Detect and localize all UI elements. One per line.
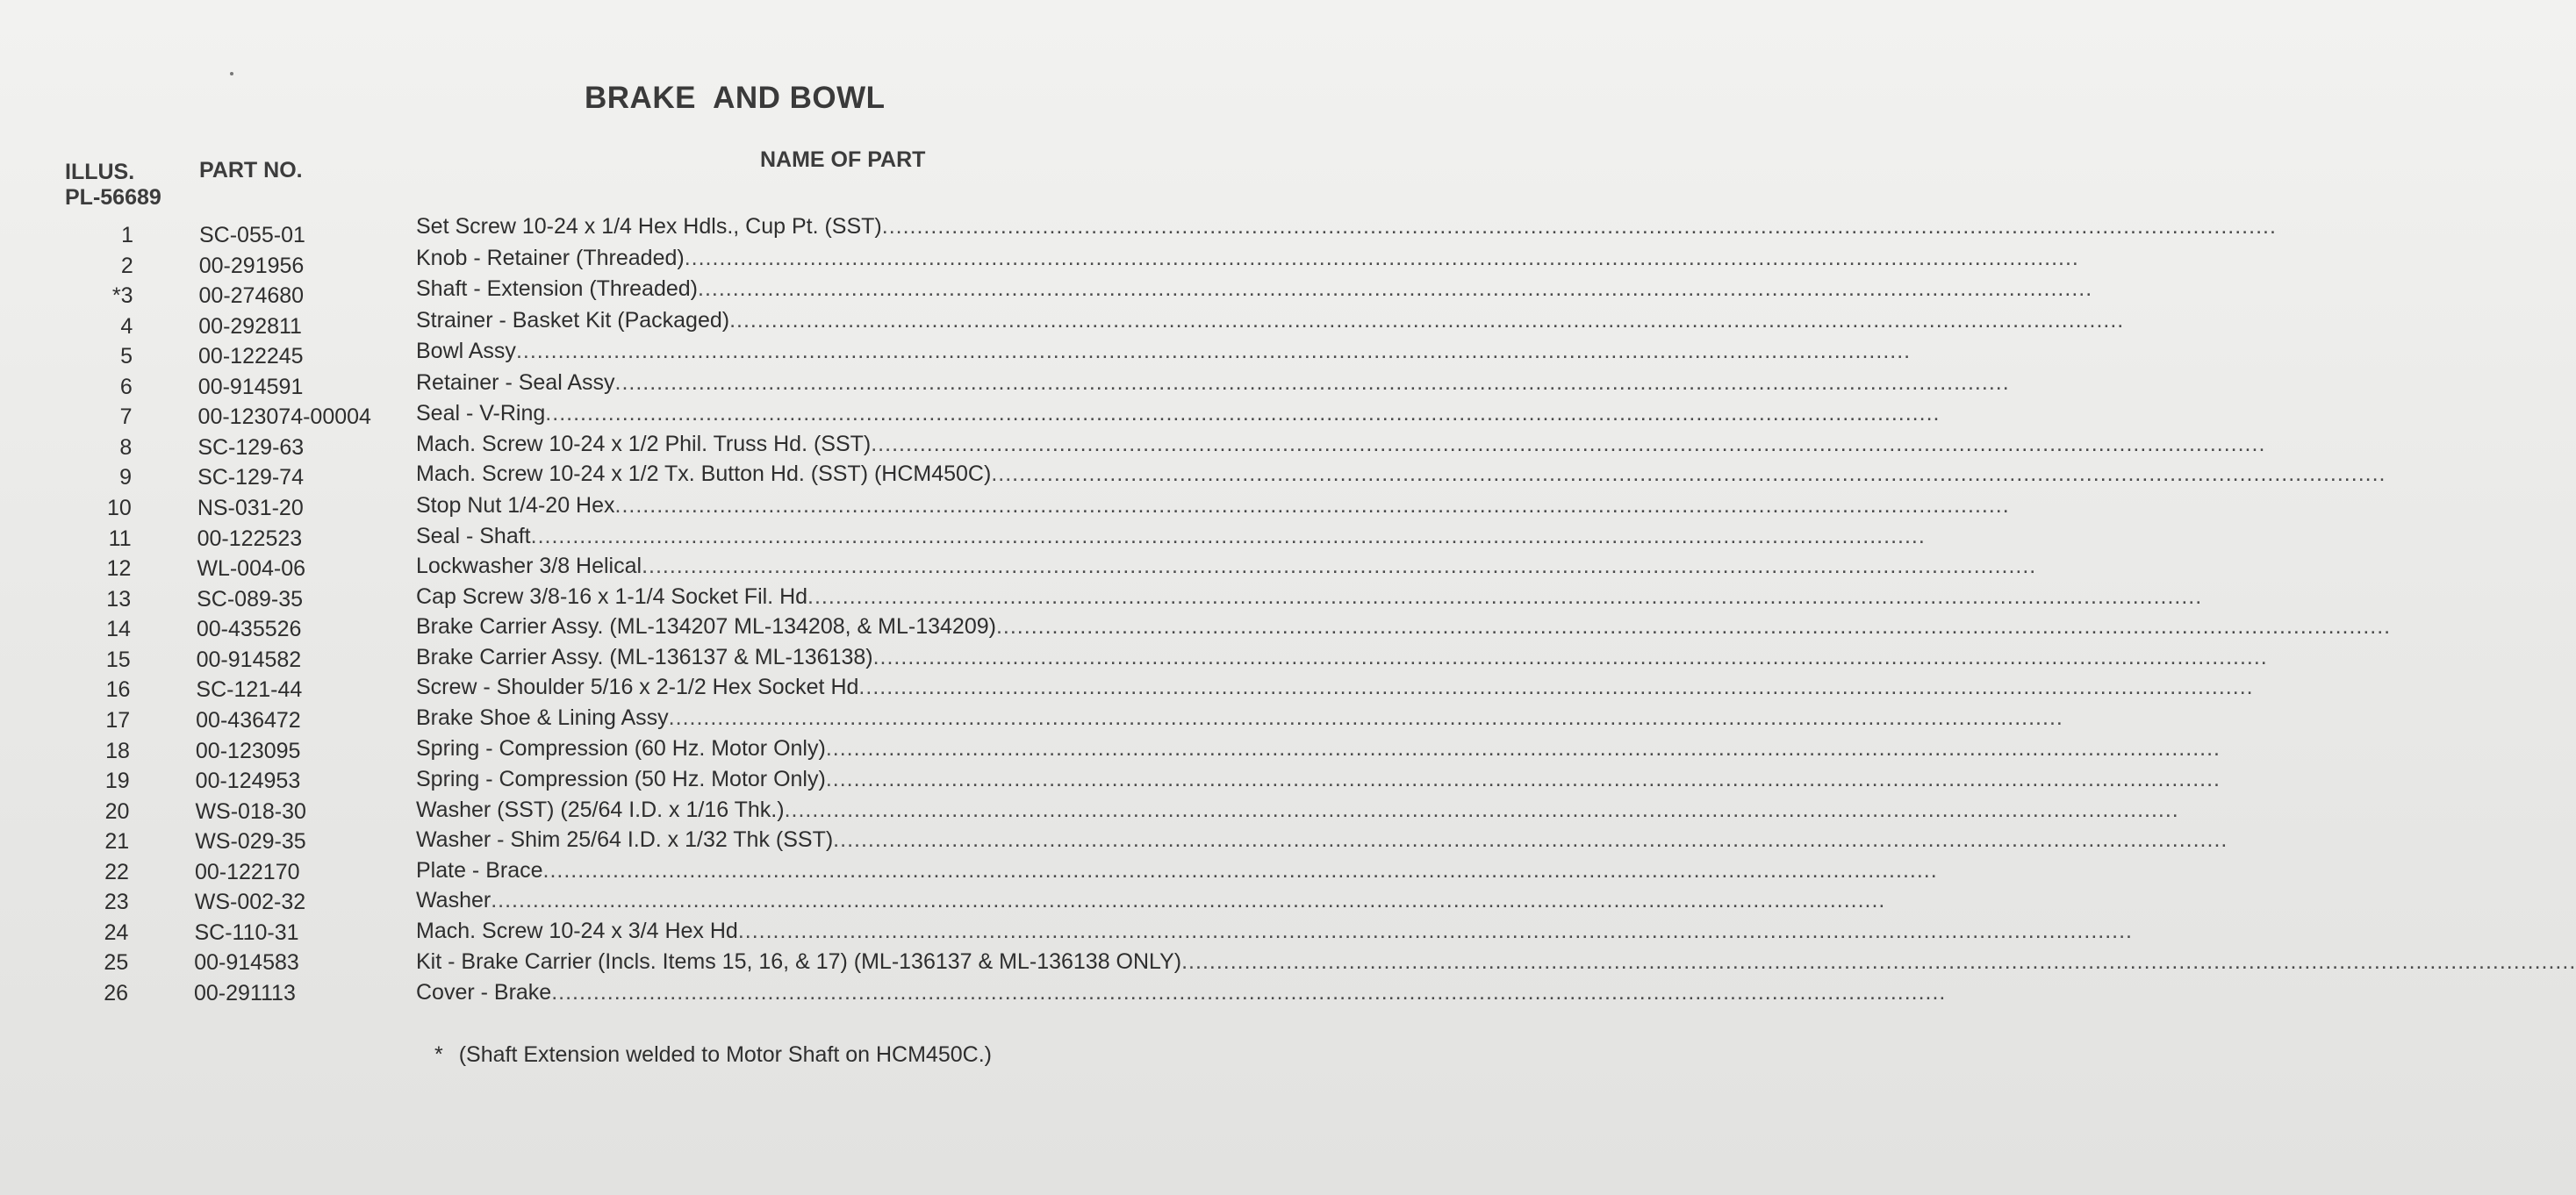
- part-name-text: Washer: [416, 888, 492, 913]
- part-name: [416, 949, 2576, 975]
- part-name: [416, 554, 2037, 579]
- part-name-text: Cover - Brake: [416, 980, 552, 1005]
- table-row: [0, 214, 2277, 247]
- part-number: 00-291956: [198, 253, 305, 278]
- part-number: 00-122523: [197, 526, 303, 551]
- part-name: [416, 614, 2392, 640]
- illus-number: 1: [121, 223, 133, 247]
- part-name-text: Kit - Brake Carrier (Incls. Items 15, 16, & 17) (ML-136137 & ML-136138 ONLY): [416, 949, 1182, 975]
- part-name: [416, 735, 2221, 762]
- part-number: SC-129-74: [197, 465, 304, 490]
- part-name: [416, 339, 1912, 364]
- table-row: [0, 492, 2010, 521]
- leader-dots: ........................................................................................................................................................................................................: [729, 307, 2125, 333]
- leader-dots: ........................................................................................................................................................................................................: [784, 797, 2179, 822]
- table-row: [0, 245, 2079, 278]
- illus-number: 22: [104, 859, 129, 884]
- leader-dots: ........................................................................................................................................................................................................: [872, 644, 2268, 669]
- header-name-of-part: NAME OF PART: [760, 147, 926, 172]
- part-name: [416, 797, 2179, 823]
- part-name-text: Set Screw 10-24 x 1/4 Hex Hdls., Cup Pt. (SST): [416, 214, 882, 239]
- leader-dots: ........................................................................................................................................................................................................: [825, 735, 2221, 761]
- table-row: [0, 462, 2386, 490]
- page-title: BRAKE AND BOWL: [585, 81, 886, 115]
- footnote-marker: *: [434, 1042, 443, 1067]
- table-row: [0, 583, 2203, 612]
- part-name: [416, 462, 2386, 487]
- table-row: [0, 856, 1938, 884]
- part-number: WL-004-06: [197, 556, 306, 582]
- table-row: [0, 553, 2037, 582]
- part-name-text: Lockwasher 3/8 Helical: [416, 554, 642, 579]
- part-name-text: Seal - V-Ring: [416, 401, 546, 426]
- table-row: [0, 276, 2093, 309]
- table-row: [0, 431, 2266, 460]
- header-part-no: PART NO.: [199, 158, 303, 182]
- leader-dots: ........................................................................................................................................................................................................: [545, 401, 1941, 426]
- leader-dots: ........................................................................................................................................................................................................: [491, 888, 1886, 913]
- part-number: 00-291113: [194, 981, 296, 1005]
- part-name-text: Brake Carrier Assy. (ML-136137 & ML-136138): [416, 644, 873, 669]
- part-number: 00-435526: [196, 617, 302, 642]
- illus-number: 17: [105, 707, 131, 733]
- table-row: [0, 644, 2268, 672]
- part-number: 00-914582: [196, 647, 302, 672]
- part-name: [416, 493, 2010, 519]
- table-row: [0, 307, 2125, 339]
- illus-number: 16: [105, 677, 131, 703]
- leader-dots: ........................................................................................................................................................................................................: [858, 675, 2254, 700]
- illus-number: 6: [119, 374, 133, 399]
- table-row: [0, 947, 2576, 976]
- part-number: 00-124953: [195, 769, 301, 794]
- illus-number: 19: [104, 769, 130, 794]
- leader-dots: ........................................................................................................................................................................................................: [825, 767, 2221, 792]
- part-number: 00-914591: [197, 374, 304, 399]
- part-name: [416, 705, 2063, 731]
- part-number: WS-002-32: [194, 890, 306, 915]
- part-name-text: Spring - Compression (60 Hz. Motor Only): [416, 735, 826, 761]
- table-row: [0, 886, 1886, 915]
- part-name-text: Knob - Retainer (Threaded): [416, 245, 685, 270]
- leader-dots: ........................................................................................................................................................................................................: [668, 705, 2063, 730]
- part-name: [416, 431, 2266, 457]
- part-name: [416, 369, 2010, 396]
- leader-dots: ........................................................................................................................................................................................................: [614, 369, 2010, 395]
- part-number: SC-055-01: [199, 223, 305, 247]
- leader-dots: ........................................................................................................................................................................................................: [515, 339, 1912, 364]
- table-row: [0, 339, 1912, 369]
- part-name-text: Mach. Screw 10-24 x 1/2 Phil. Truss Hd. (SST): [416, 431, 872, 456]
- table-row: [0, 765, 2221, 794]
- leader-dots: ........................................................................................................................................................................................................: [995, 614, 2392, 640]
- part-number: 00-123095: [195, 738, 301, 763]
- illus-number: 14: [106, 617, 131, 642]
- leader-dots: ........................................................................................................................................................................................................: [542, 857, 1938, 883]
- table-row: [0, 523, 1926, 551]
- part-number: SC-129-63: [197, 434, 305, 460]
- part-number: SC-121-44: [196, 677, 303, 703]
- part-name-text: Stop Nut 1/4-20 Hex: [416, 493, 615, 519]
- part-number: 00-274680: [198, 283, 305, 309]
- illus-number: 8: [119, 434, 133, 460]
- stray-dot: [230, 72, 233, 75]
- part-name-text: Shaft - Extension (Threaded): [416, 276, 698, 302]
- illus-number: 25: [104, 950, 129, 976]
- part-name: [416, 644, 2268, 670]
- part-name-text: Bowl Assy: [416, 339, 516, 364]
- part-name: [416, 918, 2133, 944]
- part-number: NS-031-20: [197, 496, 304, 521]
- part-number: WS-029-35: [195, 829, 306, 855]
- part-number: 00-436472: [196, 707, 301, 733]
- illus-number: 13: [106, 586, 132, 612]
- footnote: [434, 1042, 992, 1068]
- part-name: [416, 583, 2203, 610]
- part-number: WS-018-30: [195, 798, 306, 824]
- table-row: [0, 401, 1941, 430]
- part-name: [416, 307, 2125, 333]
- leader-dots: ........................................................................................................................................................................................................: [551, 980, 1947, 1005]
- illus-number: 10: [107, 496, 132, 521]
- leader-dots: ........................................................................................................................................................................................................: [991, 462, 2386, 487]
- part-name: [416, 401, 1941, 426]
- part-name-text: Washer - Shim 25/64 I.D. x 1/32 Thk (SST): [416, 827, 834, 853]
- part-name-text: Cap Screw 3/8-16 x 1-1/4 Socket Fil. Hd: [416, 583, 808, 609]
- table-row: [0, 826, 2228, 855]
- header-illus: ILLUS.: [65, 160, 135, 184]
- table-row: [0, 796, 2179, 824]
- table-row: [0, 977, 1947, 1005]
- part-name: [416, 888, 1886, 913]
- illus-number: 7: [119, 404, 133, 430]
- illus-number: 24: [104, 920, 129, 945]
- leader-dots: ........................................................................................................................................................................................................: [807, 583, 2203, 609]
- illus-number: 2: [120, 253, 133, 278]
- illus-number: 9: [119, 465, 133, 490]
- part-name: [416, 214, 2277, 240]
- illus-number: 20: [104, 798, 130, 824]
- leader-dots: ........................................................................................................................................................................................................: [737, 918, 2133, 943]
- illus-number: *3: [111, 283, 133, 309]
- leader-dots: ........................................................................................................................................................................................................: [698, 276, 2093, 302]
- part-number: 00-123074-00004: [197, 404, 371, 430]
- footnote-text: (Shaft Extension welded to Motor Shaft on HCM450C.): [458, 1042, 992, 1067]
- part-name-text: Screw - Shoulder 5/16 x 2-1/2 Hex Socket Hd: [416, 675, 859, 700]
- part-name: [416, 523, 1926, 549]
- part-name: [416, 857, 1938, 884]
- part-name-text: Mach. Screw 10-24 x 1/2 Tx. Button Hd. (SST) (HCM450C): [416, 462, 992, 487]
- leader-dots: ........................................................................................................................................................................................................: [881, 214, 2277, 239]
- part-number: 00-914583: [194, 950, 299, 976]
- illus-number: 15: [105, 647, 131, 672]
- part-name-text: Brake Carrier Assy. (ML-134207 ML-134208, & ML-134209): [416, 614, 996, 640]
- part-number: SC-110-31: [194, 920, 299, 945]
- part-name-text: Plate - Brace: [416, 857, 543, 883]
- illus-number: 5: [120, 344, 133, 369]
- leader-dots: ........................................................................................................................................................................................................: [833, 827, 2228, 853]
- part-name: [416, 980, 1947, 1005]
- part-name: [416, 245, 2079, 271]
- part-number: 00-122245: [198, 344, 304, 369]
- part-name-text: Mach. Screw 10-24 x 3/4 Hex Hd: [416, 918, 738, 943]
- table-row: [0, 705, 2063, 733]
- part-name: [416, 675, 2254, 700]
- part-name-text: Strainer - Basket Kit (Packaged): [416, 307, 730, 333]
- part-name-text: Spring - Compression (50 Hz. Motor Only): [416, 767, 826, 792]
- header-pl-number: PL-56689: [65, 185, 161, 210]
- table-row: [0, 613, 2392, 642]
- leader-dots: ........................................................................................................................................................................................................: [1181, 949, 2576, 975]
- part-name: [416, 827, 2228, 853]
- illus-number: 4: [120, 313, 133, 339]
- leader-dots: ........................................................................................................................................................................................................: [530, 523, 1926, 548]
- leader-dots: ........................................................................................................................................................................................................: [642, 554, 2037, 579]
- part-number: 00-122170: [194, 859, 300, 884]
- part-name-text: Seal - Shaft: [416, 523, 531, 548]
- illus-number: 18: [105, 738, 130, 763]
- part-number: 00-292811: [198, 313, 302, 339]
- leader-dots: ........................................................................................................................................................................................................: [871, 431, 2266, 456]
- table-row: [0, 369, 2010, 399]
- table-row: [0, 674, 2254, 703]
- table-row: [0, 735, 2221, 763]
- part-name: [416, 767, 2221, 792]
- part-name-text: Washer (SST) (25/64 I.D. x 1/16 Thk.): [416, 797, 785, 822]
- illus-number: 11: [108, 526, 132, 551]
- part-name: [416, 276, 2093, 302]
- illus-number: 23: [104, 890, 129, 915]
- part-name-text: Retainer - Seal Assy: [416, 369, 615, 395]
- illus-number: 26: [104, 981, 128, 1005]
- part-number: SC-089-35: [197, 586, 304, 612]
- leader-dots: ........................................................................................................................................................................................................: [614, 493, 2010, 519]
- table-row: [0, 917, 2133, 945]
- part-name-text: Brake Shoe & Lining Assy: [416, 705, 669, 730]
- leader-dots: ........................................................................................................................................................................................................: [684, 245, 2079, 270]
- illus-number: 21: [104, 829, 130, 855]
- illus-number: 12: [106, 556, 132, 582]
